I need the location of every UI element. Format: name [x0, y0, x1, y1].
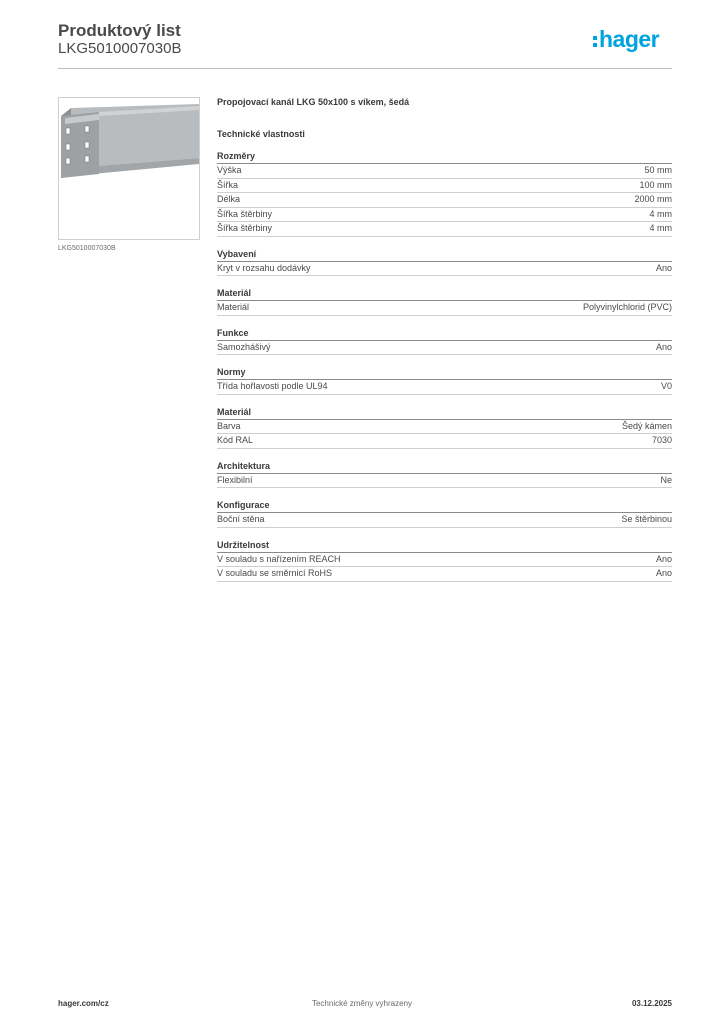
- property-row: [217, 164, 672, 179]
- property-row: [217, 262, 672, 277]
- product-title: Propojovací kanál LKG 50x100 s víkem, šedá: [217, 97, 410, 107]
- section-title: Vybavení: [217, 248, 672, 262]
- technical-properties-heading: Technické vlastnosti: [217, 129, 305, 139]
- property-value: 4 mm: [649, 223, 672, 233]
- page-title: Produktový list: [58, 21, 181, 40]
- section-title: Materiál: [217, 287, 672, 301]
- property-row: [217, 567, 672, 582]
- property-label: V souladu se směrnicí RoHS: [217, 568, 333, 578]
- hager-logo[interactable]: [593, 28, 659, 51]
- property-value: Ano: [655, 568, 672, 578]
- property-value: Ne: [660, 474, 672, 485]
- property-row: [217, 474, 672, 489]
- property-value: 7030: [651, 435, 672, 445]
- section-title: Rozměry: [217, 150, 672, 164]
- property-row: [217, 420, 672, 435]
- property-label: Kód RAL: [217, 435, 254, 445]
- property-value: 2000 mm: [634, 194, 672, 204]
- header-divider: [58, 68, 672, 69]
- property-section: [217, 366, 672, 395]
- section-title: Funkce: [217, 327, 672, 341]
- property-row: [217, 553, 672, 568]
- property-label: Materiál: [217, 302, 250, 312]
- property-label: V souladu s nařízením REACH: [217, 553, 341, 564]
- property-label: Šířka štěrbiny: [217, 208, 273, 219]
- property-row: [217, 434, 672, 449]
- property-section: [217, 150, 672, 237]
- property-value: 100 mm: [639, 179, 672, 190]
- property-value: Polyvinylchlorid (PVC): [582, 302, 672, 312]
- property-label: Flexibilní: [217, 474, 253, 485]
- property-value: Ano: [655, 262, 672, 273]
- property-value: V0: [660, 381, 672, 391]
- property-section: [217, 406, 672, 449]
- footer-notice: Technické změny vyhrazeny: [311, 999, 413, 1008]
- property-section: [217, 499, 672, 528]
- logo-dots-icon: [593, 36, 597, 47]
- property-section: [217, 248, 672, 277]
- property-row: [217, 513, 672, 528]
- property-row: [217, 341, 672, 356]
- property-section: [217, 327, 672, 356]
- properties-list: [217, 150, 672, 582]
- property-value: 4 mm: [649, 208, 672, 219]
- property-label: Boční stěna: [217, 514, 265, 524]
- image-caption: LKG5010007030B: [58, 245, 116, 252]
- property-value: Ano: [655, 341, 672, 352]
- property-value: Ano: [655, 553, 672, 564]
- product-details: [217, 96, 672, 593]
- footer-date: 03.12.2025: [631, 999, 672, 1008]
- property-label: Délka: [217, 194, 241, 204]
- property-row: [217, 380, 672, 395]
- product-code: LKG5010007030B: [58, 40, 182, 57]
- section-title: Udržitelnost: [217, 539, 672, 553]
- property-value: Šedý kámen: [621, 420, 672, 431]
- property-label: Třída hořlavosti podle UL94: [217, 381, 328, 391]
- section-title: Konfigurace: [217, 499, 672, 513]
- property-label: Šířka: [217, 179, 239, 190]
- section-title: Architektura: [217, 460, 672, 474]
- section-title: Materiál: [217, 406, 672, 420]
- property-section: [217, 287, 672, 316]
- property-label: Barva: [217, 420, 241, 431]
- property-row: [217, 301, 672, 316]
- property-row: [217, 193, 672, 208]
- section-title: Normy: [217, 366, 672, 380]
- property-row: [217, 179, 672, 194]
- property-section: [217, 460, 672, 489]
- property-row: [217, 222, 672, 237]
- property-label: Kryt v rozsahu dodávky: [217, 262, 311, 273]
- property-value: 50 mm: [644, 165, 672, 175]
- property-label: Šířka štěrbiny: [217, 223, 273, 233]
- cable-trunking-image: [58, 97, 200, 240]
- cable-trunking-icon: [59, 98, 199, 239]
- logo-text: hager: [599, 26, 660, 52]
- property-label: Samozhášivý: [217, 341, 271, 352]
- property-label: Výška: [217, 165, 242, 175]
- property-value: Se štěrbinou: [621, 514, 672, 524]
- footer-website[interactable]: hager.com/cz: [58, 999, 109, 1008]
- property-row: [217, 208, 672, 223]
- property-section: [217, 539, 672, 582]
